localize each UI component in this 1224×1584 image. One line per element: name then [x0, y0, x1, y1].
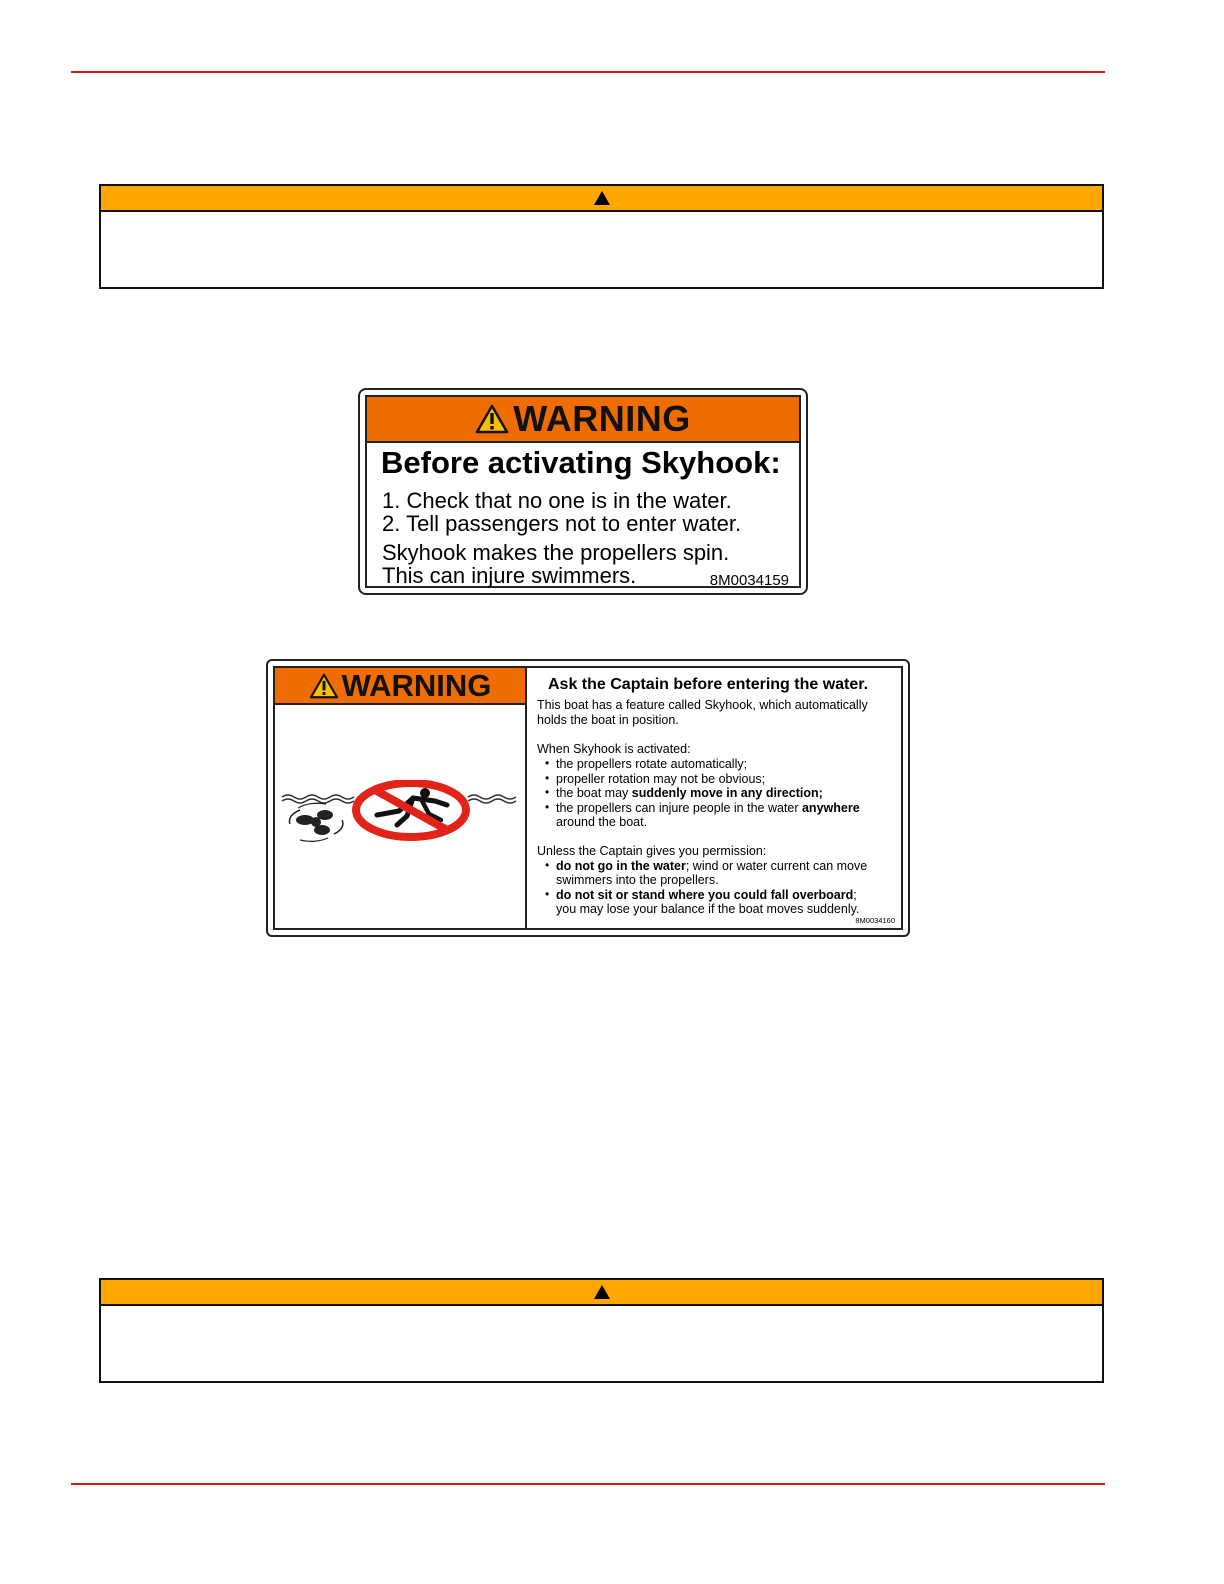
callout-bar	[101, 186, 1102, 212]
decal-part-number: 8M0034160	[855, 915, 895, 925]
warning-triangle-icon	[309, 673, 339, 699]
bullet-item	[556, 860, 867, 873]
decal-note-2: This can injure swimmers.	[382, 563, 637, 588]
bullet-text: the boat may	[556, 786, 632, 800]
bullet-text: ; wind or water current can move	[685, 859, 868, 873]
bullet-continuation: you may lose your balance if the boat moves suddenly.	[556, 902, 860, 916]
decal-frame	[273, 666, 903, 930]
footer-rule	[71, 1483, 1105, 1485]
warning-triangle-icon	[594, 191, 610, 205]
bullet-emphasis: do not go in the water	[556, 859, 686, 873]
propeller-icon	[289, 803, 342, 841]
decal-left-panel	[275, 668, 527, 928]
decal-header	[367, 397, 799, 443]
bullet: •	[545, 756, 550, 770]
warning-triangle-icon	[475, 404, 509, 434]
decal-title: Before activating Skyhook:	[381, 445, 781, 480]
bullet: •	[545, 771, 550, 785]
warning-callout-bottom	[99, 1278, 1104, 1383]
decal-header-word: WARNING	[341, 668, 492, 703]
bullet-item: the propellers rotate automatically;	[556, 757, 748, 771]
bullet: •	[545, 785, 550, 799]
decal-step-1: 1. Check that no one is in the water.	[382, 488, 732, 513]
callout-bar	[101, 1280, 1102, 1306]
bullet-emphasis: anywhere	[801, 801, 860, 815]
bullet: •	[545, 887, 550, 901]
warning-triangle-icon	[594, 1285, 610, 1299]
decal-heading: Ask the Captain before entering the water.	[548, 676, 869, 693]
decal-note-1: Skyhook makes the propellers spin.	[382, 540, 730, 565]
intro-line-1: This boat has a feature called Skyhook, which automatically	[537, 698, 868, 712]
when-activated-label: When Skyhook is activated:	[537, 742, 691, 756]
bullet-text: the propellers can injure people in the water	[556, 801, 802, 815]
intro-line-2: holds the boat in position.	[537, 713, 679, 727]
decal-frame	[365, 395, 801, 588]
bullet: •	[545, 800, 550, 814]
bullet-text: ;	[853, 888, 857, 902]
bullet-item	[556, 889, 857, 902]
bullet-item	[556, 802, 860, 815]
warning-callout-top	[99, 184, 1104, 289]
header-rule	[71, 71, 1105, 73]
captain-warning-decal	[266, 659, 910, 937]
decal-step-2: 2. Tell passengers not to enter water.	[382, 511, 742, 536]
skyhook-warning-decal	[358, 388, 808, 595]
bullet-continuation: swimmers into the propellers.	[556, 873, 719, 887]
bullet-continuation: around the boat.	[556, 815, 648, 829]
no-swimming-propeller-pictogram	[280, 780, 520, 850]
prohibition-icon	[356, 783, 466, 837]
decal-right-panel	[537, 668, 895, 928]
decal-part-number: 8M0034159	[709, 572, 789, 589]
unless-label: Unless the Captain gives you permission:	[537, 844, 767, 858]
bullet-item: propeller rotation may not be obvious;	[556, 772, 766, 786]
bullet: •	[545, 858, 550, 872]
decal-header-word: WARNING	[513, 398, 691, 439]
bullet-emphasis: suddenly move in any direction;	[631, 786, 823, 800]
decal-header	[275, 668, 525, 705]
bullet-item	[556, 787, 823, 800]
bullet-emphasis: do not sit or stand where you could fall overboard	[556, 888, 854, 902]
